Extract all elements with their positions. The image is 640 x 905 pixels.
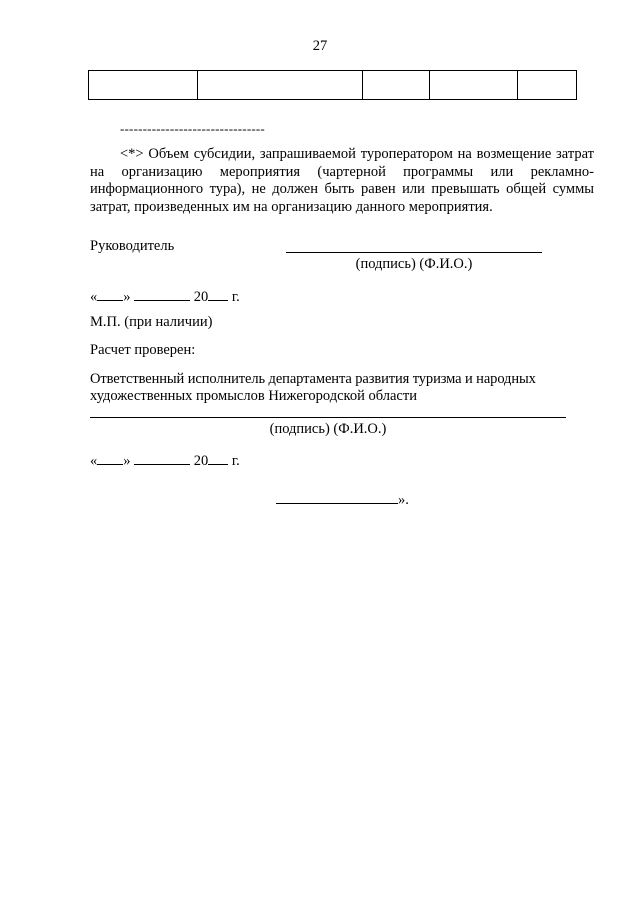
checked-label: Расчет проверен: <box>90 342 196 358</box>
executor-signature-caption: (подпись) (Ф.И.О.) <box>269 421 387 437</box>
head-label: Руководитель <box>90 238 175 254</box>
stamp-note: М.П. (при наличии) <box>90 314 213 330</box>
table-row <box>89 71 577 100</box>
executor-line-1: Ответственный исполнитель департамента развития туризма и народных <box>90 371 536 387</box>
date-line-1: « » 20 г. <box>90 289 240 305</box>
table-cell <box>198 71 362 100</box>
head-signature-caption: (подпись) (Ф.И.О.) <box>355 256 473 272</box>
head-signature-line <box>286 252 542 253</box>
closing-line: ». <box>276 490 409 509</box>
table-cell <box>89 71 198 100</box>
executor-line-2: художественных промыслов Нижегородской области <box>90 388 417 404</box>
executor-signature-line <box>90 417 566 418</box>
table-cell <box>429 71 517 100</box>
footnote-separator: -------------------------------- <box>120 121 265 136</box>
footnote-text: <*> Объем субсидии, запрашиваемой туроператором на возмещение затрат на организацию мероприятия (чартерной программы или рекламно-информационного тура), не должен быть равен или превышать общей суммы затрат, произведенных им на организацию данного мероприятия. <box>90 146 594 215</box>
date-line-2: « » 20 г. <box>90 453 240 469</box>
table-cell <box>517 71 576 100</box>
footnote-paragraph <box>90 146 594 216</box>
table-fragment <box>88 70 577 100</box>
page-number: 27 <box>312 38 328 54</box>
table-cell <box>362 71 429 100</box>
